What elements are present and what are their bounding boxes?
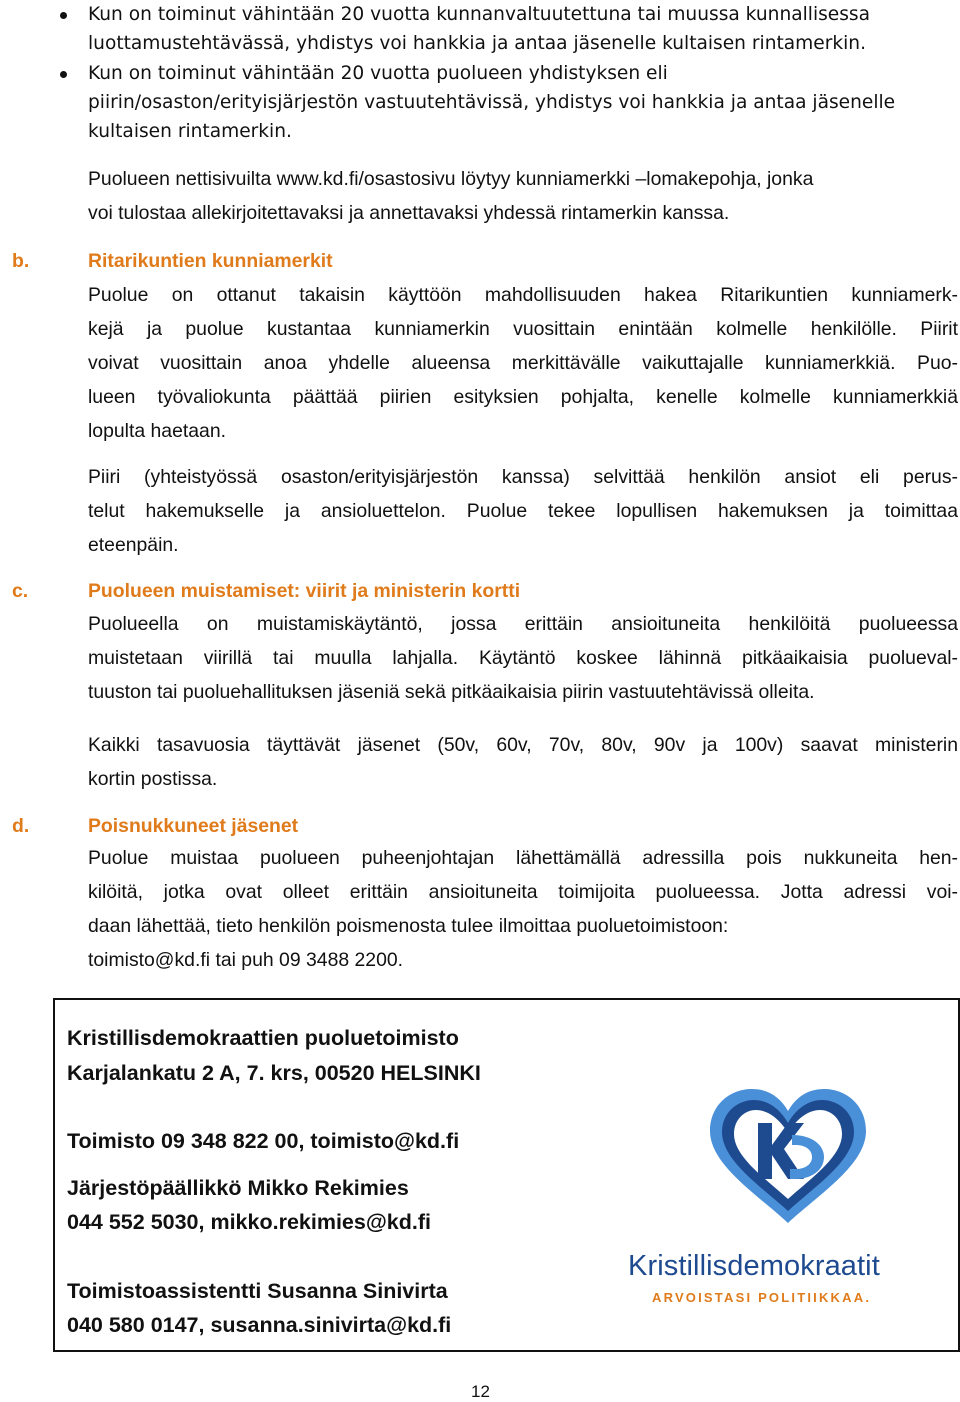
section-d-p1-line-4: toimisto@kd.fi tai puh 09 3488 2200. <box>88 949 404 971</box>
bullet-2-line-1: Kun on toiminut vähintään 20 vuotta puolueen yhdistyksen eli <box>88 63 668 84</box>
page-number: 12 <box>471 1382 490 1401</box>
contact-manager-title: Järjestöpäällikkö Mikko Rekimies <box>67 1176 409 1200</box>
section-c-letter: c. <box>12 580 29 602</box>
section-c-p1-line-3: tuuston tai puoluehallituksen jäseniä sekä pitkäaikaisia piirin vastuutehtävissä olleita. <box>88 681 815 703</box>
kd-heart-logo-icon <box>688 1083 888 1233</box>
bullet-2-line-2: piirin/osaston/erityisjärjestön vastuutehtävissä, yhdistys voi hankkia ja antaa jäsenelle <box>88 92 896 113</box>
contact-office-phone-email: Toimisto 09 348 822 00, toimisto@kd.fi <box>67 1129 460 1153</box>
section-c-p2-line-2: kortin postissa. <box>88 768 218 790</box>
intro-note-line-2: voi tulostaa allekirjoitettavaksi ja annettavaksi yhdessä rintamerkin kanssa. <box>88 202 730 224</box>
section-b-p1-line-3: voivat vuosittain anoa yhdelle alueensa merkittävälle vaikuttajalle kunniamerkkiä. Puo- <box>88 352 958 374</box>
section-b-heading: Ritarikuntien kunniamerkit <box>88 250 333 272</box>
section-b-p1-line-4: lueen työvaliokunta päättää piirien esityksien pohjalta, kenelle kolmelle kunniamerkkiä <box>88 386 958 408</box>
contact-manager-details: 044 552 5030, mikko.rekimies@kd.fi <box>67 1210 431 1234</box>
section-c-heading: Puolueen muistamiset: viirit ja ministerin kortti <box>88 580 521 602</box>
section-d-heading: Poisnukkuneet jäsenet <box>88 815 299 837</box>
contact-office-name: Kristillisdemokraattien puoluetoimisto <box>67 1026 459 1050</box>
section-b-p1-line-2: kejä ja puolue kustantaa kunniamerkin vuosittain enintään kolmelle henkilölle. Piirit <box>88 318 958 340</box>
section-c-p1-line-2: muistetaan viirillä tai muulla lahjalla. Käytäntö koskee lähinnä pitkäaikaisia puolueval- <box>88 647 958 669</box>
section-b-p2-line-1: Piiri (yhteistyössä osaston/erityisjärjestön kanssa) selvittää henkilön ansiot eli perus- <box>88 466 958 488</box>
section-b-p1-line-5: lopulta haetaan. <box>88 420 227 442</box>
section-d-p1-line-1: Puolue muistaa puolueen puheenjohtajan lähettämällä adressilla pois nukkuneita hen- <box>88 847 958 869</box>
section-b-p2-line-3: eteenpäin. <box>88 534 179 556</box>
section-d-p1-line-3: daan lähettää, tieto henkilön poismenosta tulee ilmoittaa puoluetoimistoon: <box>88 915 729 937</box>
contact-address: Karjalankatu 2 A, 7. krs, 00520 HELSINKI <box>67 1061 481 1085</box>
section-d-letter: d. <box>12 815 30 837</box>
section-c-p1-line-1: Puolueella on muistamiskäytäntö, jossa erittäin ansioituneita henkilöitä puolueessa <box>88 613 958 635</box>
contact-assistant-title: Toimistoassistentti Susanna Sinivirta <box>67 1279 448 1303</box>
section-b-letter: b. <box>12 250 30 272</box>
logo-tagline: ARVOISTASI POLITIIKKAA. <box>652 1290 872 1305</box>
intro-note-line-1: Puolueen nettisivuilta www.kd.fi/osastosivu löytyy kunniamerkki –lomakepohja, jonka <box>88 168 814 190</box>
bullet-2-line-3: kultaisen rintamerkin. <box>88 121 292 142</box>
section-d-p1-line-2: kilöitä, jotka ovat olleet erittäin ansioituneita toimijoita puolueessa. Jotta adressi voi- <box>88 881 958 903</box>
section-b-p1-line-1: Puolue on ottanut takaisin käyttöön mahdollisuuden hakea Ritarikuntien kunniamerk- <box>88 284 958 306</box>
bullet-1-line-2: luottamustehtävässä, yhdistys voi hankkia ja antaa jäsenelle kultaisen rintamerkin. <box>88 33 866 54</box>
section-c-p2-line-1: Kaikki tasavuosia täyttävät jäsenet (50v, 60v, 70v, 80v, 90v ja 100v) saavat ministerin <box>88 734 958 756</box>
bullet-dot <box>60 71 67 78</box>
logo-wordmark: Kristillisdemokraatit <box>628 1250 880 1282</box>
contact-assistant-details: 040 580 0147, susanna.sinivirta@kd.fi <box>67 1313 452 1337</box>
bullet-1-line-1: Kun on toiminut vähintään 20 vuotta kunnanvaltuutettuna tai muussa kunnallisessa <box>88 4 871 25</box>
section-b-p2-line-2: telut hakemukselle ja ansioluettelon. Puolue tekee lopullisen hakemuksen ja toimittaa <box>88 500 958 522</box>
bullet-dot <box>60 12 67 19</box>
